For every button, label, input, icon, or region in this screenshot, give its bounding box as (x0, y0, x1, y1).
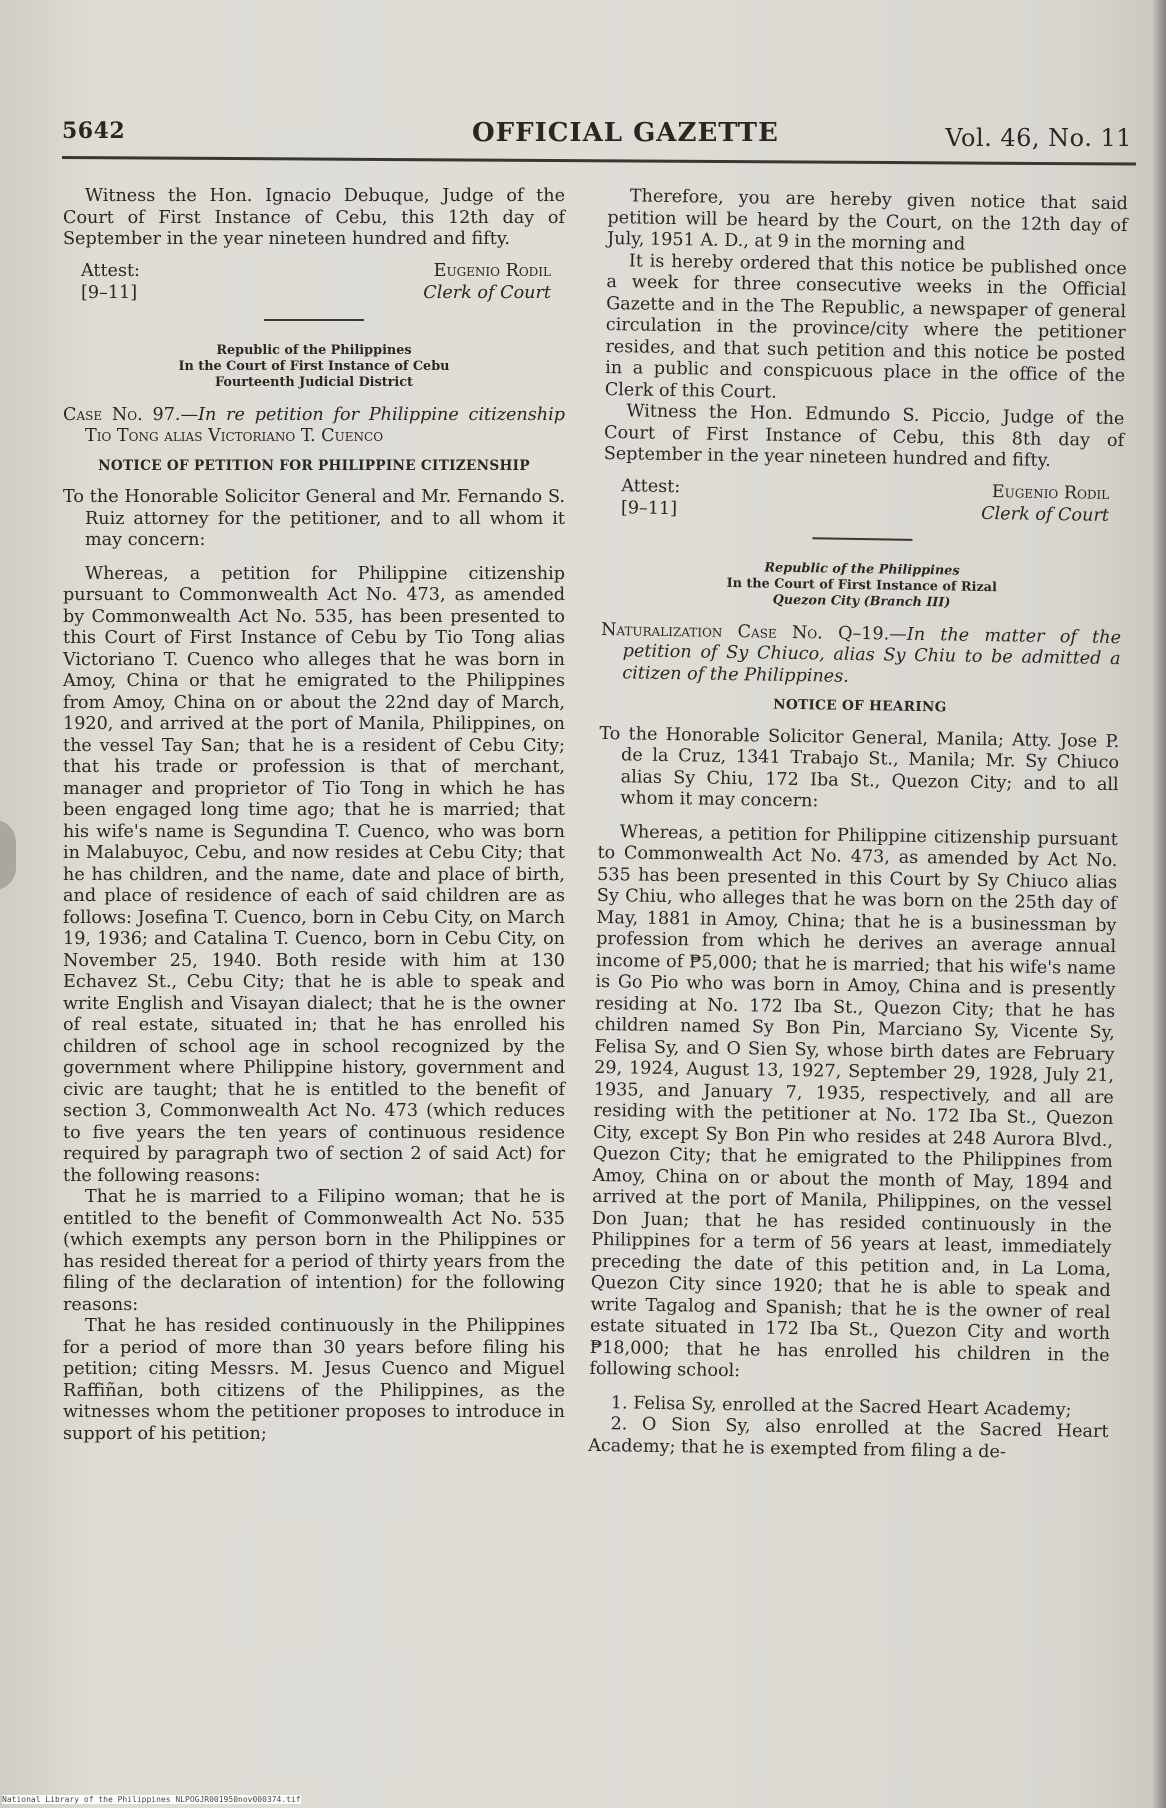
therefore-paragraph: Therefore, you are hereby given notice that said petition will be heard by the Court, on the 12th day of July, 1951 A. D., at 9 in the morning and (607, 186, 1128, 255)
scan-footer: National Library of the Philippines NLPOGJR001950nov000374.tif (2, 1795, 301, 1804)
ordered-paragraph: It is hereby ordered that this notice be published once a week for three consecutive weeks in the Official Gazette and in the The Republic, a newspaper of general circulation in the province/city where the petitioner resides, and that such petition and this notice be posted in a public and conspicuous place in the office of the Clerk of this Court. (604, 250, 1127, 403)
witness-paragraph: Witness the Hon. Ignacio Debuque, Judge of the Court of First Instance of Cebu, this 12th day of September in the year nineteen hundred and fifty. (63, 186, 565, 249)
addressee-paragraph: To the Honorable Solicitor General and Mr. Fernando S. Ruiz attorney for the petitioner, and to all whom it may concern: (63, 487, 565, 550)
case-caption (600, 619, 1121, 692)
addressee-paragraph: To the Honorable Solicitor General, Manila; Atty. Jose P. de la Cruz, 1341 Trabajo St., Manila; Mr. Sy Chiuco alias Sy Chiu, 172 Iba St., Quezon City; and to all whom it may concern: (599, 723, 1120, 812)
petitioner-name: Tio Tong alias Victoriano T. Cuenco (85, 426, 384, 446)
whereas-paragraph: Whereas, a petition for Philippine citizenship pursuant to Commonwealth Act No. 473, as amended by Commonwealth Act No. 535, has been presented to this Court of First Instance of Cebu by Tio Tong alias Victoriano T. Cuenco who alleges that he was born in Amoy, China or that he emigrated to the Philippines from Amoy, China on or about the 22nd day of March, 1920, and arrived at the port of Manila, Philippines, on the vessel Tay San; that he is a resident of Cebu City; that his trade or profession is that of merchant, manager and proprietor of Tio Tong in which he has been engaged long time ago; that he is married; that his wife's name is Segundina T. Cuenco, who was born in Malabuyoc, Cebu, and now resides at Cebu City; that he has children, and the name, date and place of birth, and place of residence of each of said children are as follows: Josefina T. Cuenco, born in Cebu City, on March 19, 1936; and Catalina T. Cuenco, born in Cebu City, on November 25, 1940. Both reside with him at 130 Echavez St., Cebu City; that he is able to speak and write English and Visayan dialect; that he is the owner of real estate, situated in; that he has enrolled his children of school age in school recognized by the government where Philippine history, government and civic are taught; that he is entitled to the benefit of section 3, Commonwealth Act No. 473 (which reduces to five years the ten years of continuous residence required by paragraph two of section 2 of said Act) for the following reasons: (63, 563, 565, 1186)
attest-block (63, 261, 565, 305)
married-paragraph: That he is married to a Filipino woman; that he is entitled to the benefit of Commonwealth Act No. 535 (which exempts any person born in the Philippines or has resided thereat for a period of thirty years from the filing of the declaration of intention) for the following reasons: (63, 1187, 565, 1315)
left-column (63, 186, 565, 1445)
school-item-1: 1. Felisa Sy, enrolled at the Sacred Heart Academy; (610, 1392, 1072, 1420)
whereas-paragraph: Whereas, a petition for Philippine citizenship pursuant to Commonwealth Act No. 473, as amended by Act No. 535 has been presented in this Court by Sy Chiuco alias Sy Chiu, who alleges that he was born on the 25th day of May, 1881 in Amoy, China; that he is a businessman by profession from which he derives an average annual income of ₱5,000; that he is married; that his wife's name is Go Pio who was born in Amoy, China and is presently residing at No. 172 Iba St., Quezon City; that he has children named Sy Bon Pin, Marciano Sy, Vicente Sy, Felisa Sy, and O Sien Sy, whose birth dates are February 29, 1924, August 13, 1927, September 29, 1928, July 21, 1935, and January 7, 1935, respectively, and all are residing with the petitioner at No. 172 Iba St., Quezon City, except Sy Bon Pin who resides at 248 Aurora Blvd., Quezon City; that he emigrated to the Philippines from Amoy, China on or about the month of May, 1894 and arrived at the port of Manila, Philippines, on the vessel Don Juan; that he has resided continuously in the Philippines for a term of 56 years at least, immediately preceding the date of this petition and, in La Loma, Quezon City since 1920; that he is able to speak and write Tagalog and Spanish; that he is the owner of real estate situated in 172 Iba St., Quezon City and worth ₱18,000; that he has enrolled his children in the following school: (589, 821, 1118, 1382)
volume-number: Vol. 46, No. 11 (945, 124, 1132, 152)
section-divider (812, 537, 912, 541)
case-description: In the matter of the petition of Sy Chiuco, alias Sy Chiu to be admitted a citizen of the Philippines. (622, 624, 1122, 687)
court-heading-line1: Republic of the Philippines (764, 560, 960, 579)
notice-title: NOTICE OF PETITION FOR PHILIPPINE CITIZENSHIP (98, 457, 530, 474)
attest-block (603, 475, 1124, 527)
right-column (588, 186, 1128, 1465)
court-heading-line3: Quezon City (Branch III) (772, 592, 951, 610)
gazette-title: OFFICIAL GAZETTE (472, 118, 779, 148)
case-number: Case No. 97.— (63, 404, 199, 425)
resided-paragraph: That he has resided continuously in the Philippines for a period of more than 30 years before filing his petition; citing Messrs. M. Jesus Cuenco and Miguel Raffiñan, both citizens of the Philippines, as the witnesses whom the petitioner proposes to introduce in support of his petition; (63, 1316, 565, 1444)
attest-reference: [9–11] (620, 497, 678, 519)
case-number: Naturalization Case No. Q–19.— (600, 619, 907, 645)
school-item-2: 2. O Sion Sy, also enrolled at the Sacred Heart Academy; that he is exempted from filing a de- (588, 1414, 1109, 1462)
page-number: 5642 (62, 118, 126, 144)
attest-label: Attest: (81, 260, 140, 281)
case-description: In re petition for Philippine citizenship (198, 404, 565, 425)
case-caption (63, 405, 565, 448)
court-heading-line2: In the Court of First Instance of Cebu (178, 358, 450, 374)
court-heading-line3: Fourteenth Judicial District (215, 374, 413, 390)
attest-label: Attest: (621, 475, 681, 497)
court-heading-line2: In the Court of First Instance of Rizal (726, 575, 997, 595)
clerk-name: Eugenio Rodil (991, 481, 1110, 504)
court-heading-line1: Republic of the Philippines (216, 342, 412, 358)
clerk-title: Clerk of Court (423, 282, 551, 303)
attest-reference: [9–11] (81, 282, 138, 303)
clerk-title: Clerk of Court (981, 503, 1110, 526)
notice-title: NOTICE OF HEARING (773, 696, 947, 716)
witness-paragraph: Witness the Hon. Edmundo S. Piccio, Judge of the Court of First Instance of Cebu, this 8th day of September in the year nineteen hundred and fifty. (603, 401, 1125, 471)
clerk-name: Eugenio Rodil (433, 260, 551, 281)
page-edge-shadow (1152, 0, 1166, 1808)
section-divider (264, 319, 364, 321)
